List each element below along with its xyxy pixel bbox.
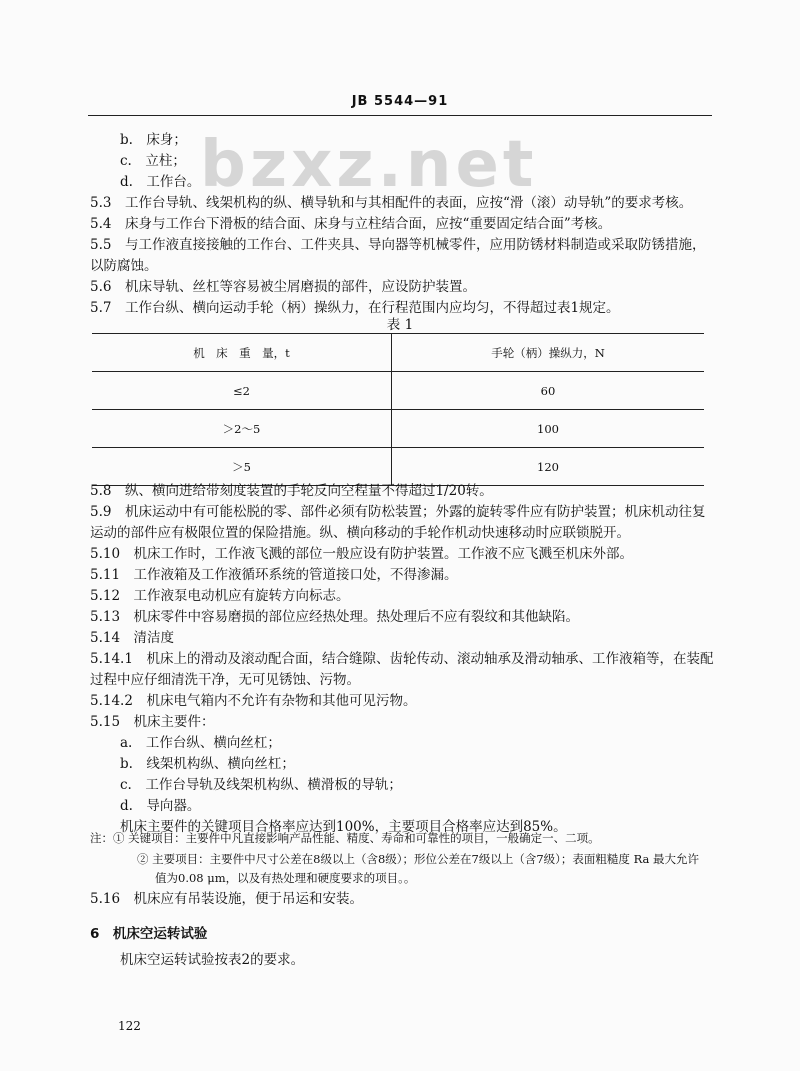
text-line: 5.11 工作液箱及工作液循环系统的管道接口处，不得渗漏。 [90, 567, 458, 583]
text-line: 5.9 机床运动中有可能松脱的零、部件必须有防松装置；外露的旋转零件应有防护装置；机床机动往复 [90, 504, 706, 520]
text-line: 5.16 机床应有吊装设施，便于吊运和安装。 [90, 891, 364, 907]
table-cell: 100 [392, 410, 705, 448]
header-rule [88, 115, 712, 116]
table-cell: ＞2～5 [92, 410, 392, 448]
table-header-cell: 手轮（柄）操纵力，N [392, 334, 705, 372]
table-cell: 120 [392, 448, 705, 486]
text-line: c. 工作台导轨及线架机构纵、横滑板的导轨； [120, 777, 402, 793]
text-line: a. 工作台纵、横向丝杠； [120, 735, 281, 751]
text-line: 5.4 床身与工作台下滑板的结合面、床身与立柱结合面，应按“重要固定结合面”考核。 [90, 216, 612, 232]
text-line: 5.5 与工作液直接接触的工作台、工件夹具、导向器等机械零件，应用防锈材料制造或采取防锈措施， [90, 237, 706, 253]
table-cell: ＞5 [92, 448, 392, 486]
note-line: ② 主要项目：主要件中尺寸公差在8级以上（含8级）；形位公差在7级以上（含7级）；表面粗糙度 Ra 最大允许 [137, 852, 700, 866]
note-line: 注：① 关键项目：主要件中凡直接影响产品性能、精度、寿命和可靠性的项目，一般确定一、二项。 [90, 831, 600, 845]
text-line: b. 线架机构纵、横向丝杠； [120, 756, 295, 772]
text-line: 5.13 机床零件中容易磨损的部位应经热处理。热处理后不应有裂纹和其他缺陷。 [90, 609, 580, 625]
text-line: 5.14 清洁度 [90, 630, 175, 646]
text-line: 机床主要件的关键项目合格率应达到100%，主要项目合格率应达到85%。 [120, 819, 567, 835]
table-header-row [92, 334, 704, 372]
watermark: bzxz.net [200, 128, 538, 202]
table-1 [92, 333, 704, 486]
document-header: JB 5544—91 [351, 94, 449, 109]
text-line: 5.8 纵、横向进给带刻度装置的手轮反向空程量不得超过1/20转。 [90, 483, 493, 499]
table-cell: 60 [392, 372, 705, 410]
table-caption: 表 1 [386, 317, 414, 333]
text-line: d. 工作台。 [120, 174, 201, 190]
text-line: 5.3 工作台导轨、线架机构的纵、横导轨和与其相配件的表面，应按“滑（滚）动导轨”的要求考核。 [90, 195, 693, 211]
text-line: 5.14.1 机床上的滑动及滚动配合面，结合缝隙、齿轮传动、滚动轴承及滑动轴承、工作液箱等，在装配 [90, 651, 714, 667]
text-line: 5.7 工作台纵、横向运动手轮（柄）操纵力，在行程范围内应均匀，不得超过表1规定。 [90, 300, 620, 316]
table-row [92, 410, 704, 448]
text-line: 以防腐蚀。 [90, 258, 158, 274]
table-row [92, 448, 704, 486]
text-line: 5.10 机床工作时，工作液飞溅的部位一般应设有防护装置。工作液不应飞溅至机床外部。 [90, 546, 634, 562]
text-line: 5.14.2 机床电气箱内不允许有杂物和其他可见污物。 [90, 693, 417, 709]
table-header-cell: 机 床 重 量，t [92, 334, 392, 372]
table-row [92, 372, 704, 410]
page-number: 122 [118, 1019, 141, 1033]
text-line: 运动的部件应有极限位置的保险措施。纵、横向移动的手轮作机动快速移动时应联锁脱开。 [90, 525, 630, 541]
text-line: b. 床身； [120, 132, 187, 148]
text-line: 5.12 工作液泵电动机应有旋转方向标志。 [90, 588, 350, 604]
note-line: 值为0.08 μm，以及有热处理和硬度要求的项目。。 [155, 871, 416, 885]
section-heading: 6 机床空运转试验 [90, 926, 208, 942]
text-line: 5.6 机床导轨、丝杠等容易被尘屑磨损的部件，应设防护装置。 [90, 279, 476, 295]
table-cell: ≤2 [92, 372, 392, 410]
text-line: 过程中应仔细清洗干净，无可见锈蚀、污物。 [90, 672, 360, 688]
text-line: d. 导向器。 [120, 798, 201, 814]
text-line: c. 立柱； [120, 153, 186, 169]
text-line: 5.15 机床主要件： [90, 714, 215, 730]
text-line: 机床空运转试验按表2的要求。 [120, 952, 305, 968]
